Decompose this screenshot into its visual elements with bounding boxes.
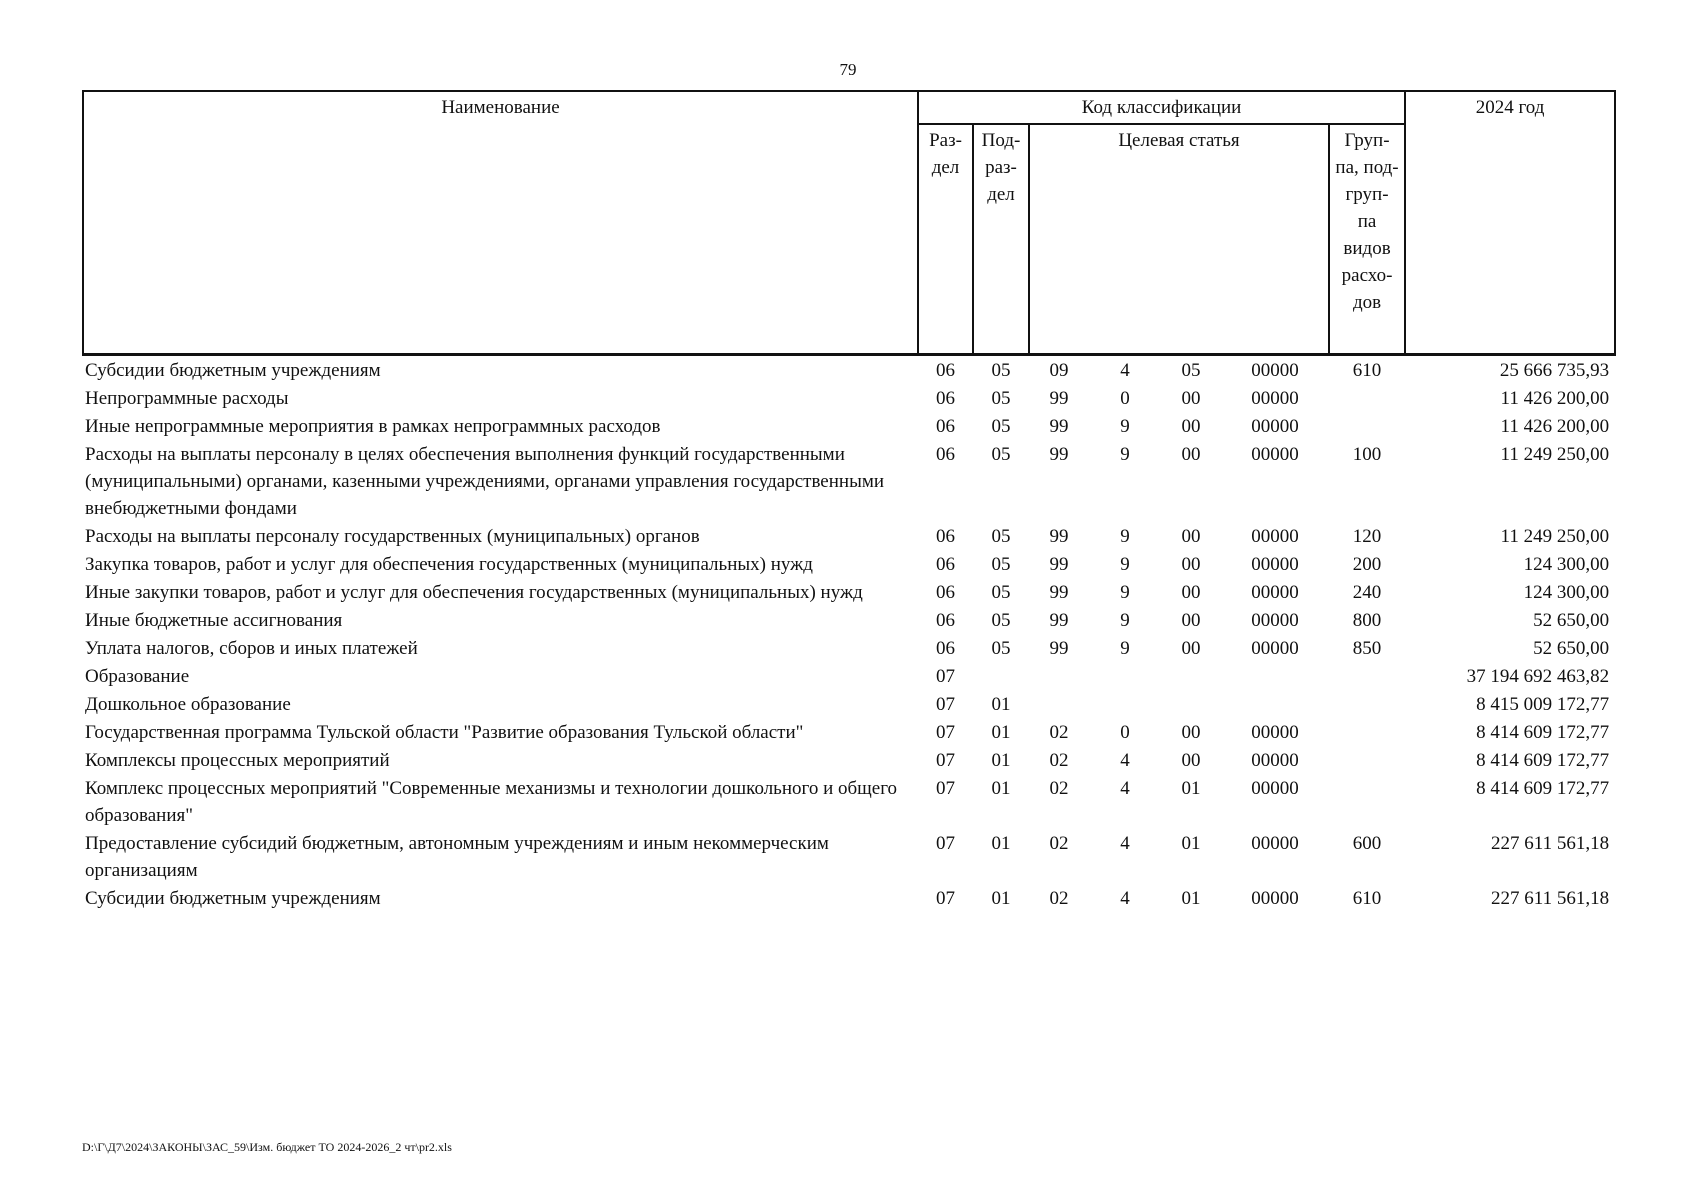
header-podrazdel: Под- раз- дел	[973, 124, 1029, 355]
row-razdel: 07	[936, 694, 955, 715]
row-amount: 11 249 250,00	[1500, 526, 1610, 547]
row-group	[1329, 412, 1405, 440]
row-cs1: 99	[1049, 388, 1069, 409]
header-year: 2024 год	[1405, 91, 1615, 355]
row-cs2: 4	[1120, 360, 1130, 381]
row-cs2: 9	[1120, 444, 1130, 465]
row-cs1: 02	[1049, 833, 1069, 854]
row-group: 100	[1352, 444, 1382, 465]
row-name: Образование	[85, 666, 190, 687]
row-razdel: 07	[936, 778, 955, 799]
row-razdel: 07	[936, 888, 955, 909]
row-cs4: 00000	[1251, 416, 1299, 437]
table-body	[83, 355, 1615, 913]
row-amount: 11 249 250,00	[1500, 444, 1610, 465]
row-razdel: 06	[936, 554, 955, 575]
page-number: 79	[839, 60, 857, 79]
row-razdel: 06	[936, 582, 955, 603]
row-group: 610	[1352, 360, 1382, 381]
row-group: 240	[1352, 582, 1382, 603]
table-row	[83, 774, 1615, 829]
row-name: Иные непрограммные мероприятия в рамках непрограммных расходов	[85, 416, 661, 437]
header-group: Груп- па, под- груп- па видов расхо- дов	[1329, 124, 1405, 355]
row-amount: 52 650,00	[1533, 638, 1610, 659]
row-cs4: 00000	[1251, 444, 1299, 465]
table-row	[83, 578, 1615, 606]
row-razdel: 06	[936, 416, 955, 437]
row-razdel: 06	[936, 526, 955, 547]
row-cs2: 0	[1120, 722, 1130, 743]
row-cs4	[1221, 690, 1329, 718]
row-cs4: 00000	[1251, 360, 1299, 381]
row-cs3	[1161, 690, 1221, 718]
row-name: Расходы на выплаты персоналу в целях обеспечения выполнения функций государственными (муниципальными) органами, казенными учреждениями, органами управления государственными внебюджетными фондами	[85, 444, 885, 519]
row-cs3: 00	[1181, 750, 1201, 771]
row-cs4: 00000	[1251, 554, 1299, 575]
row-cs2: 9	[1120, 554, 1130, 575]
row-cs2: 4	[1120, 888, 1130, 909]
row-name: Закупка товаров, работ и услуг для обеспечения государственных (муниципальных) нужд	[85, 554, 813, 575]
row-cs1: 99	[1049, 526, 1069, 547]
row-cs3: 01	[1181, 833, 1201, 854]
row-cs4: 00000	[1251, 778, 1299, 799]
row-amount: 227 611 561,18	[1491, 888, 1610, 909]
row-cs1: 02	[1049, 750, 1069, 771]
row-amount: 8 415 009 172,77	[1476, 694, 1610, 715]
row-cs3: 00	[1181, 554, 1201, 575]
row-cs1: 09	[1049, 360, 1069, 381]
row-podrazdel: 05	[991, 526, 1011, 547]
row-cs1: 02	[1049, 722, 1069, 743]
table-row	[83, 829, 1615, 884]
row-cs4: 00000	[1251, 833, 1299, 854]
row-name: Комплексы процессных мероприятий	[85, 750, 390, 771]
row-cs4: 00000	[1251, 638, 1299, 659]
row-podrazdel	[973, 662, 1029, 690]
row-cs3: 00	[1181, 388, 1201, 409]
header-razdel: Раз- дел	[918, 124, 973, 355]
row-amount: 124 300,00	[1523, 554, 1610, 575]
row-cs1: 02	[1049, 778, 1069, 799]
table-header	[83, 91, 1615, 355]
header-name: Наименование	[83, 91, 918, 355]
row-amount: 37 194 692 463,82	[1466, 666, 1610, 687]
row-cs2: 0	[1120, 388, 1130, 409]
row-name: Уплата налогов, сборов и иных платежей	[85, 638, 418, 659]
table-row	[83, 384, 1615, 412]
row-name: Предоставление субсидий бюджетным, автономным учреждениям и иным некоммерческим организациям	[85, 833, 829, 881]
row-name: Субсидии бюджетным учреждениям	[85, 888, 381, 909]
row-podrazdel: 05	[991, 388, 1011, 409]
header-classification-code: Код классификации	[918, 91, 1405, 124]
row-amount: 227 611 561,18	[1491, 833, 1610, 854]
row-cs2: 4	[1120, 750, 1130, 771]
table-row	[83, 746, 1615, 774]
row-amount: 11 426 200,00	[1500, 416, 1610, 437]
row-cs3: 05	[1181, 360, 1201, 381]
header-target-article: Целевая статья	[1029, 124, 1329, 355]
row-name: Комплекс процессных мероприятий "Современные механизмы и технологии дошкольного и общего образования"	[85, 778, 898, 826]
row-group	[1329, 690, 1405, 718]
table-row	[83, 884, 1615, 912]
row-razdel: 06	[936, 360, 955, 381]
row-cs1: 99	[1049, 638, 1069, 659]
row-podrazdel: 01	[991, 750, 1011, 771]
row-amount: 11 426 200,00	[1500, 388, 1610, 409]
row-group: 850	[1352, 638, 1382, 659]
row-cs2: 9	[1120, 526, 1130, 547]
row-podrazdel: 05	[991, 638, 1011, 659]
table-row	[83, 718, 1615, 746]
row-group: 610	[1352, 888, 1382, 909]
row-cs2: 9	[1120, 582, 1130, 603]
row-group	[1329, 662, 1405, 690]
row-name: Дошкольное образование	[85, 694, 291, 715]
row-cs4: 00000	[1251, 388, 1299, 409]
row-amount: 8 414 609 172,77	[1476, 722, 1610, 743]
row-podrazdel: 05	[991, 610, 1011, 631]
row-name: Расходы на выплаты персоналу государственных (муниципальных) органов	[85, 526, 700, 547]
row-razdel: 06	[936, 610, 955, 631]
table-row	[83, 606, 1615, 634]
table-row	[83, 690, 1615, 718]
row-cs3: 00	[1181, 610, 1201, 631]
row-cs2: 9	[1120, 638, 1130, 659]
row-razdel: 06	[936, 388, 955, 409]
row-podrazdel: 05	[991, 444, 1011, 465]
row-cs3	[1161, 662, 1221, 690]
row-razdel: 07	[936, 666, 955, 687]
row-cs3: 00	[1181, 444, 1201, 465]
row-cs1	[1029, 662, 1089, 690]
row-razdel: 06	[936, 444, 955, 465]
row-amount: 8 414 609 172,77	[1476, 750, 1610, 771]
row-amount: 8 414 609 172,77	[1476, 778, 1610, 799]
row-amount: 124 300,00	[1523, 582, 1610, 603]
row-cs1: 99	[1049, 416, 1069, 437]
row-cs1: 99	[1049, 444, 1069, 465]
row-cs3: 00	[1181, 526, 1201, 547]
row-name: Субсидии бюджетным учреждениям	[85, 360, 381, 381]
row-cs1: 99	[1049, 610, 1069, 631]
row-cs2: 4	[1120, 778, 1130, 799]
row-cs3: 00	[1181, 638, 1201, 659]
row-group	[1329, 774, 1405, 829]
table-row	[83, 662, 1615, 690]
row-podrazdel: 05	[991, 554, 1011, 575]
budget-table	[82, 90, 1616, 912]
row-cs4: 00000	[1251, 750, 1299, 771]
row-cs4: 00000	[1251, 526, 1299, 547]
table-row	[83, 355, 1615, 385]
row-cs4: 00000	[1251, 888, 1299, 909]
row-cs4	[1221, 662, 1329, 690]
row-cs4: 00000	[1251, 610, 1299, 631]
row-cs4: 00000	[1251, 582, 1299, 603]
row-podrazdel: 01	[991, 833, 1011, 854]
row-cs3: 01	[1181, 888, 1201, 909]
row-group	[1329, 384, 1405, 412]
row-group	[1329, 746, 1405, 774]
row-podrazdel: 01	[991, 778, 1011, 799]
row-cs1	[1029, 690, 1089, 718]
row-name: Государственная программа Тульской области "Развитие образования Тульской области"	[85, 722, 804, 743]
row-podrazdel: 01	[991, 722, 1011, 743]
table-row	[83, 440, 1615, 522]
row-cs1: 99	[1049, 582, 1069, 603]
row-cs2	[1089, 662, 1161, 690]
row-podrazdel: 01	[991, 694, 1011, 715]
row-cs3: 00	[1181, 582, 1201, 603]
row-cs3: 00	[1181, 722, 1201, 743]
row-cs3: 01	[1181, 778, 1201, 799]
row-podrazdel: 05	[991, 582, 1011, 603]
row-amount: 25 666 735,93	[1499, 360, 1610, 381]
row-cs2: 9	[1120, 416, 1130, 437]
row-cs2: 4	[1120, 833, 1130, 854]
row-name: Иные закупки товаров, работ и услуг для обеспечения государственных (муниципальных) нужд	[85, 582, 863, 603]
row-group	[1329, 718, 1405, 746]
row-podrazdel: 05	[991, 416, 1011, 437]
row-razdel: 07	[936, 722, 955, 743]
row-cs4: 00000	[1251, 722, 1299, 743]
table-row	[83, 522, 1615, 550]
footer-file-path: D:\Г\Д7\2024\ЗАКОНЫ\ЗАС_59\Изм. бюджет ТО 2024-2026_2 чт\pr2.xls	[82, 1140, 452, 1154]
table-row	[83, 634, 1615, 662]
row-razdel: 06	[936, 638, 955, 659]
row-razdel: 07	[936, 750, 955, 771]
row-name: Иные бюджетные ассигнования	[85, 610, 343, 631]
row-cs2: 9	[1120, 610, 1130, 631]
row-podrazdel: 05	[991, 360, 1011, 381]
row-cs2	[1089, 690, 1161, 718]
row-group: 120	[1352, 526, 1382, 547]
row-group: 200	[1352, 554, 1382, 575]
row-group: 600	[1352, 833, 1382, 854]
row-name: Непрограммные расходы	[85, 388, 289, 409]
row-podrazdel: 01	[991, 888, 1011, 909]
row-group: 800	[1352, 610, 1382, 631]
row-amount: 52 650,00	[1533, 610, 1610, 631]
row-razdel: 07	[936, 833, 955, 854]
row-cs1: 02	[1049, 888, 1069, 909]
table-row	[83, 412, 1615, 440]
table-row	[83, 550, 1615, 578]
row-cs3: 00	[1181, 416, 1201, 437]
row-cs1: 99	[1049, 554, 1069, 575]
